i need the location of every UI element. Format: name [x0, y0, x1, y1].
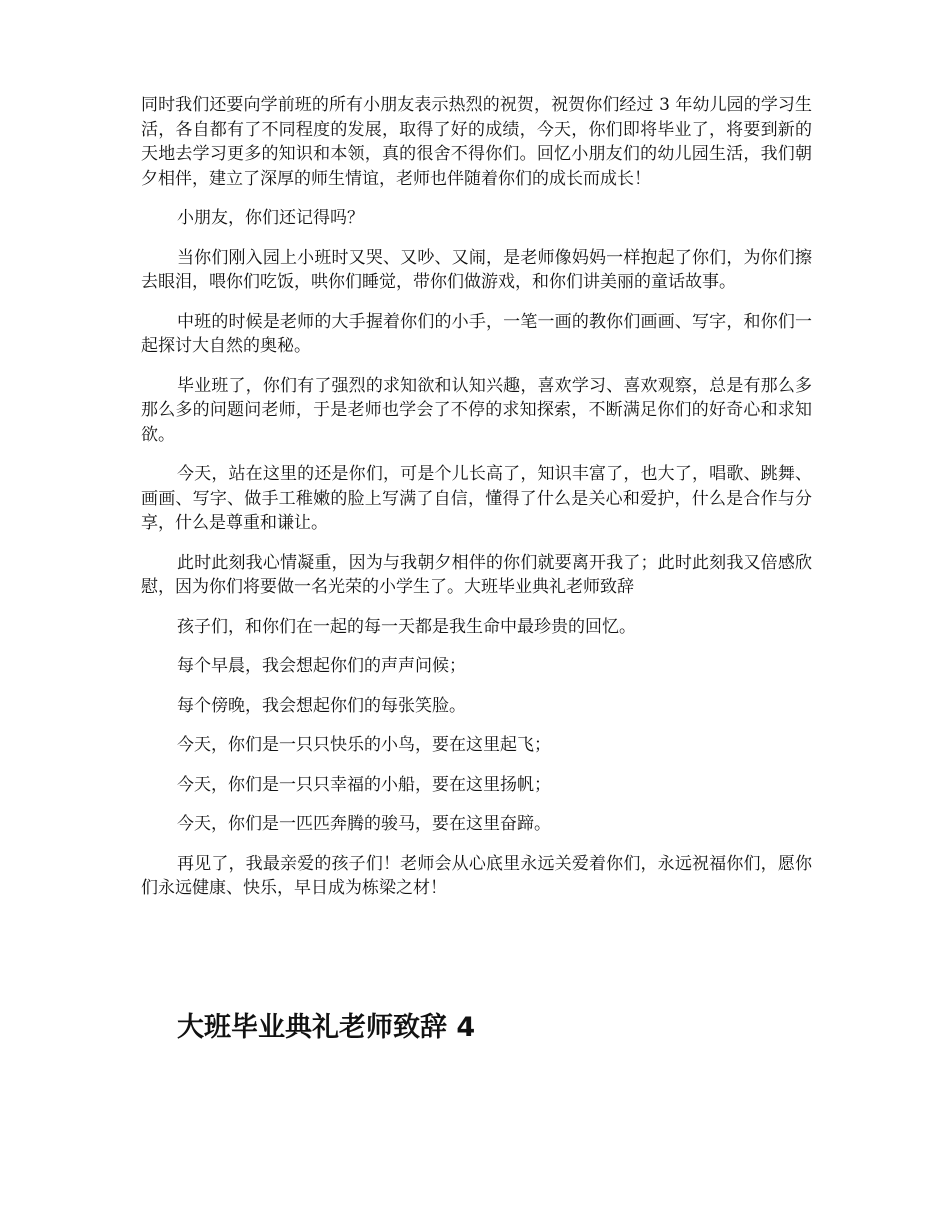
paragraph: 同时我们还要向学前班的所有小朋友表示热烈的祝贺，祝贺你们经过 3 年幼儿园的学习生活，各自都有了不同程度的发展，取得了好的成绩，今天，你们即将毕业了，将要到新的天地去学习更多的知识和本领，真的很舍不得你们。回忆小朋友们的幼儿园生活，我们朝夕相伴，建立了深厚的师生情谊，老师也伴随着你们的成长而成长！: [141, 95, 812, 189]
paragraph: 今天，你们是一只只幸福的小船，要在这里扬帆；: [177, 774, 551, 795]
paragraph: 孩子们，和你们在一起的每一天都是我生命中最珍贵的回忆。: [177, 616, 636, 637]
paragraph: 每个早晨，我会想起你们的声声问候；: [177, 656, 466, 676]
paragraph: 再见了，我最亲爱的孩子们！老师会从心底里永远关爱着你们，永远祝福你们，愿你们永远健康、快乐，早日成为栋梁之材！: [141, 853, 812, 898]
paragraph: 今天，站在这里的还是你们，可是个儿长高了，知识丰富了，也大了，唱歌、跳舞、画画、写字、做手工稚嫩的脸上写满了自信，懂得了什么是关心和爱护，什么是合作与分享，什么是尊重和谦让。: [141, 464, 812, 533]
section-heading: 大班毕业典礼老师致辞 4: [177, 1012, 476, 1043]
paragraph: 今天，你们是一只只快乐的小鸟，要在这里起飞；: [177, 735, 551, 755]
paragraph: 中班的时候是老师的大手握着你们的小手，一笔一画的教你们画画、写字，和你们一起探讨大自然的奥秘。: [141, 311, 812, 356]
paragraph: 毕业班了，你们有了强烈的求知欲和认知兴趣，喜欢学习、喜欢观察，总是有那么多那么多的问题问老师，于是老师也学会了不停的求知探索，不断满足你们的好奇心和求知欲。: [141, 375, 812, 445]
paragraph: 今天，你们是一匹匹奔腾的骏马，要在这里奋蹄。: [177, 814, 551, 834]
paragraph: 当你们刚入园上小班时又哭、又吵、又闹，是老师像妈妈一样抱起了你们，为你们擦去眼泪，喂你们吃饭，哄你们睡觉，带你们做游戏，和你们讲美丽的童话故事。: [141, 247, 812, 292]
paragraph: 此时此刻我心情凝重，因为与我朝夕相伴的你们就要离开我了；此时此刻我又倍感欣慰，因为你们将要做一名光荣的小学生了。大班毕业典礼老师致辞: [141, 552, 812, 597]
document-body: [141, 93, 812, 916]
paragraph: 每个傍晚，我会想起你们的每张笑脸。: [177, 695, 466, 716]
paragraph: 小朋友，你们还记得吗？: [177, 208, 364, 228]
